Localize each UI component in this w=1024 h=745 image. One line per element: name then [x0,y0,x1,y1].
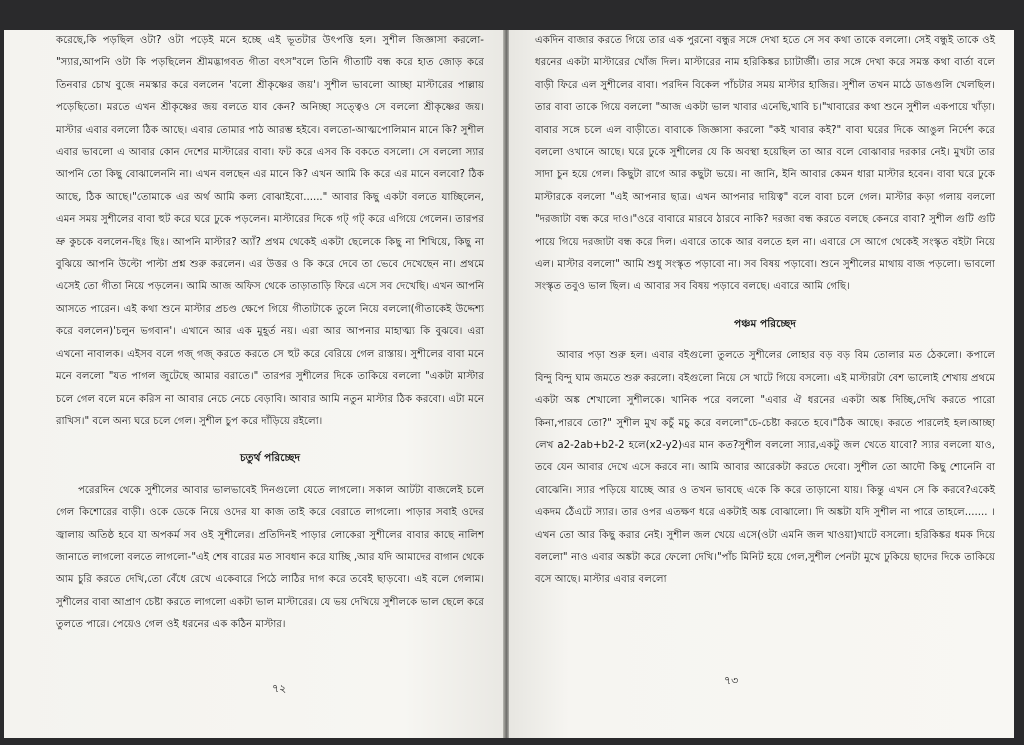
right-page-paragraph-1: একদিন বাজার করতে গিয়ে তার এক পুরনো বন্ধুর সঙ্গে দেখা হতে সে সব কথা তাকে বললো। সেই বন্ধুই তাকে ওই ধরনের একটা মাস্টারের খোঁজ দিল। মাস্টারের নাম হরিকিঙ্কর চ্যাটার্জী। তার সঙ্গে দেখা করে সমস্ত কথা বার্তা বলে বাড়ী ফিরে এল সুশীলের বাবা। পরদিন বিকেল পাঁচটার সময় মাস্টার হাজির। সুশীল তখন মাঠে ডাঙগুলি খেলছিল। তার বাবা তাকে গিয়ে বললো "আজ একটা ভাল খাবার এনেছি,খাবি চ।"খাবারের কথা শুনে সুশীল একপায়ে খাঁড়া। বাবার সঙ্গে চলে এল বাড়ীতে। বাবাকে জিজ্ঞাসা করলো "কই খাবার কই?" বাবা ঘরের দিকে আঙুল নির্দেশ করে বললো ওখানে আছে। ঘরে ঢুকে সুশীলের যে কি অবস্থা হয়েছিল তা আর বলে বোঝাবার দরকার নেই। মুখটা তার সাদা চুন হয়ে গেল। কিছুটা রাগে আর কছুটা ভয়ে। না জানি, ইনি আবার কেমন ধারা মাস্টার হবেন। বাবা ঘরে ঢুকে মাস্টারকে বললো "এই আপনার ছাত্র। এখন আপনার দায়িত্ব" বলে বাবা চলে গেল। মাস্টার কড়া গলায় বললো "দরজাটা বন্ধ করে দাও।"ওরে বাবারে মারবে ঠারবে নাকি? দরজা বন্ধ করতে বলছে কেনরে বাবা? সুশীল গুটি গুটি পায়ে গিয়ে দরজাটা বন্ধ করে দিল। এবারে তাকে আর বলতে হল না। এবারে সে আগে থেকেই সংস্কৃত বইটা নিয়ে এল। মাস্টার বললো" আমি শুধু সংস্কৃত পড়াবো না। সব বিষয় পড়াবো। শুনে সুশীলের মাথায় বাজ পড়লো। ভাবলো সংস্কৃত তবুও ভাল ছিল। এ আবার সব বিষয় পড়াবে বলছে। এবারে আমি গেছি। [535,35,995,293]
left-page-paragraph-1: করেছে,কি পড়ছিল ওটা? ওটা পড়েই মনে হচ্ছে এই ভূতটার উৎপত্তি হল। সুশীল জিজ্ঞাসা করলো-"স্যার,আপনি ওটা কি পড়ছিলেন শ্রীমদ্ভাগবত গীতা বৎস"বলে তিনি গীতাটি বন্ধ করে হাত জোড় করে তিনবার চোখ বুজে নমস্কার করে বললেন 'বলো শ্রীকৃষ্ণের জয়'। সুশীল ভাবলো আচ্ছা মাস্টারের পাল্লায় পড়েছিতো। মরতে এখন শ্রীকৃষ্ণের জয় বলতে যাব কেন? অনিচ্ছা সত্ত্বেও সে বললো শ্রীকৃষ্ণের জয়। মাস্টার এবার বললো ঠিক আছে। এবার তোমার পাঠ আরম্ভ হইবে। বলতো-আত্মপোলিমান মানে কি? সুশীল এবার ভাবলো এ আবার কোন দেশের মাস্টারের বাবা। ফট করে এসব কি বকতে বসলো। সে বললো স্যার আপনি তো কিছু বোঝালেননি না। এখন বলছেন এর মানে কি? এখন আমি কি করে এর মানে বলবো? ঠিক আছে, ঠিক আছে।"তোমাকে এর অর্থ আমি কল্য বোঝাইবো......" আবার কিছু একটা বলতে যাচ্ছিলেন, এমন সময় সুশীলের বাবা হুট করে ঘরে ঢুকে পড়লেন। মাস্টারের দিকে গট্ গট্ করে এগিয়ে গেলেন। তারপর ভ্রু কুচকে বললেন-ছিঃ ছিঃ। আপনি মাস্টার? অ্যাঁ? প্রথম থেকেই একটা ছেলেকে কিছু না শিখিয়ে, কিছু না বুঝিয়ে আপনি উল্টো পাল্টা প্রশ্ন শুরু করলেন। এর উত্তর ও কি করে দেবে তা ভেবে দেখেছেন না। প্রথমে এসেই তো গীতা নিয়ে পড়লেন। আমি আজ অফিস থেকে তাড়াতাড়ি ফিরে এসে সব দেখেছি। এখন আপনি আসতে পারেন। এই কথা শুনে মাস্টার প্রচণ্ড ক্ষেপে গিয়ে গীতাটাকে তুলে নিয়ে বললো(গীতাকেই উদ্দেশ্য করে বললেন)'চলুন ভগবান'। এখানে আর এক মুহূর্ত নয়। এরা আর আপনার মাহাত্ম্য কি বুঝবে। এরা এখনো নাবালক। এইসব বলে গজ্ গজ্ করতে করতে সে হুট করে বেরিয়ে গেল রাস্তায়। সুশীলের বাবা মনে মনে বললো "যত পাগল জুটেছে আমার বরাতে।" তারপর সুশীলের দিকে তাকিয়ে বললো "একটা মাস্টার চলে গেল বলে মনে করিস না আবার নেচে নেচে বেড়াবি। আবার আমি নতুন মাস্টার ঠিক করবো। এটা মনে রাখিস।" বলে অন্য ঘরে চলে গেল। সুশীল চুপ করে দাঁড়িয়ে রইলো। [56,35,484,427]
book-spread [4,30,1016,738]
right-page-number: ৭৩ [724,674,739,687]
right-page-text [535,30,995,592]
left-page [4,30,504,738]
left-page-text [56,30,484,637]
left-page-paragraph-2: পরেরদিন থেকে সুশীলের আবার ভালভাবেই দিনগুলো যেতে লাগলো। সকাল আটটা বাজলেই চলে গেল কিশোরের বাড়ী। ওকে ডেকে নিয়ে ওদের যা কাজ তাই করে বেরাতে লাগলো। পাড়ার সবাই ওদের জ্বালায় অতিষ্ঠ হবে যা অপকর্ম সব ওই সুশীলের। প্রতিদিনই পাড়ার লোকেরা সুশীলের বাবার কাছে নালিশ জানাতে লাগলো বলতে লাগলো-"এই শেষ বারের মত সাবধান করে যাচ্ছি ,আর যদি আমাদের বাগান থেকে আম চুরি করতে দেখি,তো বেঁধে রেখে একেবারে পিঠে লাঠির দাগ করে তবেই ছাড়বো। এই বলে গেলাম। সুশীলের বাবা আপ্রাণ চেষ্টা করতে লাগলো একটা ভাল মাস্টারের। যে ভয় দেখিয়ে সুশীলকে ভাল ছেলে করে তুলতে পারে। পেয়েও গেল ওই ধরনের এক কঠিন মাস্টার। [56,484,484,631]
chapter-heading-4: চতুর্থ পরিচ্ছেদ [239,452,301,465]
right-page-paragraph-2: আবার পড়া শুরু হল। এবার বইগুলো তুলতে সুশীলের লোহার বড় বড় বিম তোলার মত ঠেকলো। কপালে বিন্দু বিন্দু ঘাম জমতে শুরু করলো। বইগুলো নিয়ে সে খাটে গিয়ে বসলো। এই মাস্টারটা বেশ ভালোই শেখায় প্রথমে একটা অঙ্ক শেখালো সুশীলকে। খানিক পরে বললো "এবার ঐ ধরনের একটা অঙ্ক দিচ্ছি,দেখি করতে পারো কিনা,পারবে তো?" সুশীল মুখ কচুঁ মচু করে বললো"চে-চেষ্টা করতে হবে।"ঠিক আছে। করতে পারলেই হল।আচ্ছা লেখ a2-2ab+b2-2 হলে(x2-y2)এর মান কত?সুশীল বললো স্যার,একটু জল খেতে যাবো? স্যার বললো যাও, তবে যেন আবার দেখে এসে করবে না। আমি আবার আরেকটা করতে দেবো। সুশীল তো আদৌ কিছু শোনেনি বা বোঝেনি। স্যার পড়িয়ে যাচ্ছে আর ও তখন ভাবছে একে কি করে তাড়ানো যায়। কিন্তু এখন সে কি করবে?একেই একদম ঠেঁএটে স্যার। তার ওপর এতক্ষণ ধরে একটাই অঙ্ক বোঝালো। দি অঙ্কটা যদি সুশীল না পারে তাহলে....... । এখন তো আর কিছু করার নেই। সুশীল জল খেয়ে এসে(ওটা এমনি জল খাওয়া)খাটে বসলো। হরিকিঙ্কর ধমক দিয়ে বললো" নাও এবার অঙ্কটা করে ফেলো দেখি।"পাঁচ মিনিট হয়ে গেল,সুশীল পেনটা মুখে ঢুকিয়ে ছাদের দিকে তাকিয়ে বসে আছে। মাস্টার এবার বললো [535,350,995,586]
chapter-heading-5: পঞ্চম পরিচ্ছেদ [734,317,796,330]
left-page-number: ৭২ [272,682,287,695]
right-page [509,30,1014,738]
